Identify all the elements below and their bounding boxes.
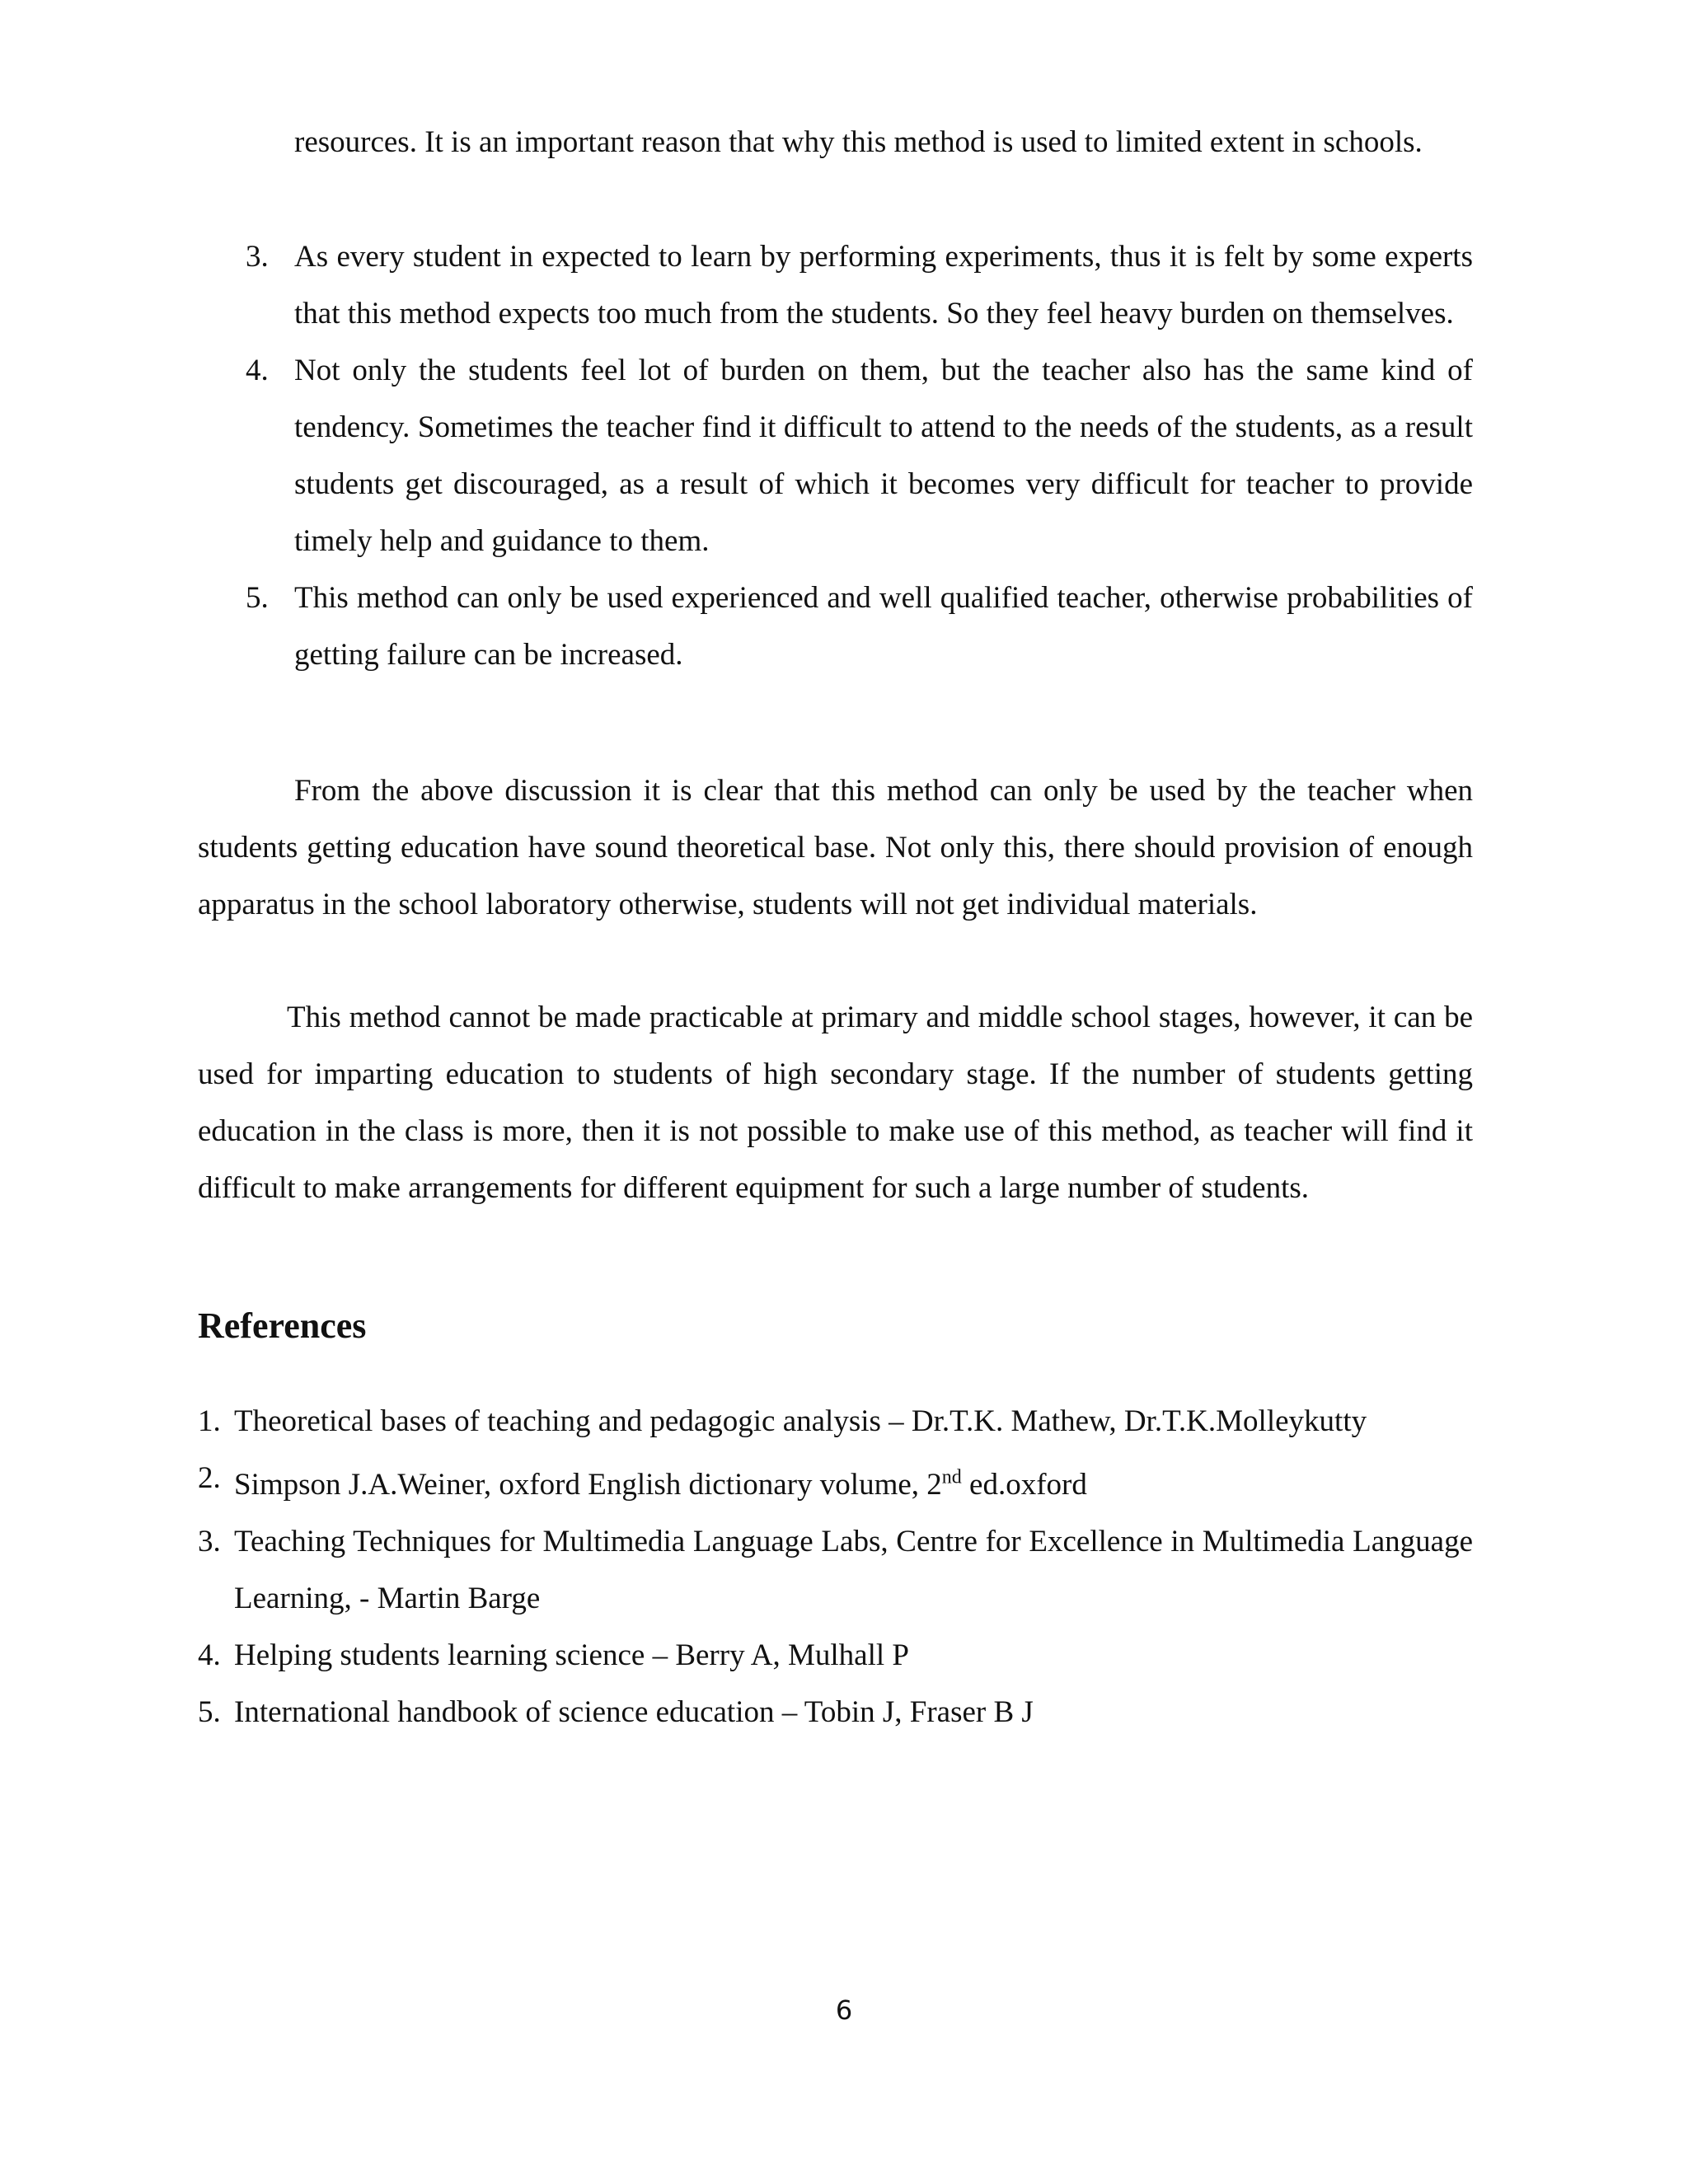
list-item-number: 4.	[246, 354, 269, 387]
reference-item	[198, 1393, 1473, 1450]
body-paragraph: This method cannot be made practicable at primary and middle school stages, however, it can be used for imparting education to students of high secondary stage. If the number of students getting education in the class is more, then it is not possible to make use of this method, as teacher will find it difficult to make arrangements for different equipment for such a large number of students.	[198, 1001, 1473, 1205]
list-item-number: 5.	[246, 581, 269, 615]
reference-text-main: Simpson J.A.Weiner, oxford English dictionary volume, 2	[234, 1468, 942, 1502]
reference-text-tail: ed.oxford	[961, 1468, 1087, 1502]
reference-text: Theoretical bases of teaching and pedagogic analysis – Dr.T.K. Mathew, Dr.T.K.Molleykutty	[234, 1404, 1367, 1438]
list-item-continuation: resources. It is an important reason that why this method is used to limited extent in schools.	[294, 125, 1423, 159]
references-list	[198, 1393, 1473, 1741]
body-paragraph: From the above discussion it is clear that this method can only be used by the teacher when students getting education have sound theoretical base. Not only this, there should provision of enough apparatus in the school laboratory otherwise, students will not get individual materials.	[198, 774, 1473, 921]
reference-text: International handbook of science education – Tobin J, Fraser B J	[234, 1695, 1034, 1730]
reference-number: 4.	[198, 1638, 221, 1673]
reference-number: 1.	[198, 1404, 221, 1438]
reference-item	[198, 1627, 1473, 1684]
list-item-text: This method can only be used experienced and well qualified teacher, otherwise probabilities of getting failure can be increased.	[294, 581, 1473, 672]
reference-text	[234, 1468, 1087, 1502]
reference-number: 2.	[198, 1461, 221, 1495]
reference-superscript: nd	[941, 1467, 962, 1488]
reference-item	[198, 1513, 1473, 1627]
references-heading: References	[198, 1305, 367, 1346]
reference-number: 3.	[198, 1525, 221, 1559]
reference-text: Teaching Techniques for Multimedia Language Labs, Centre for Excellence in Multimedia Language Learning, - Martin Barge	[234, 1525, 1473, 1616]
reference-item	[198, 1450, 1473, 1513]
list-item	[239, 569, 1473, 683]
reference-text: Helping students learning science – Berry A, Mulhall P	[234, 1638, 909, 1673]
list-item-number: 3.	[246, 240, 269, 274]
reference-number: 5.	[198, 1695, 221, 1730]
page-number: 6	[835, 1994, 853, 2026]
list-item	[239, 228, 1473, 342]
list-item	[239, 342, 1473, 569]
list-item-text: Not only the students feel lot of burden on them, but the teacher also has the same kind of tendency. Sometimes the teacher find it difficult to attend to the needs of the students, as a result students get discouraged, as a result of which it becomes very difficult for teacher to provide timely help and guidance to them.	[294, 354, 1473, 558]
reference-item	[198, 1684, 1473, 1741]
disadvantages-list	[239, 228, 1473, 683]
list-item-text: As every student in expected to learn by performing experiments, thus it is felt by some experts that this method expects too much from the students. So they feel heavy burden on themselves.	[294, 240, 1473, 330]
